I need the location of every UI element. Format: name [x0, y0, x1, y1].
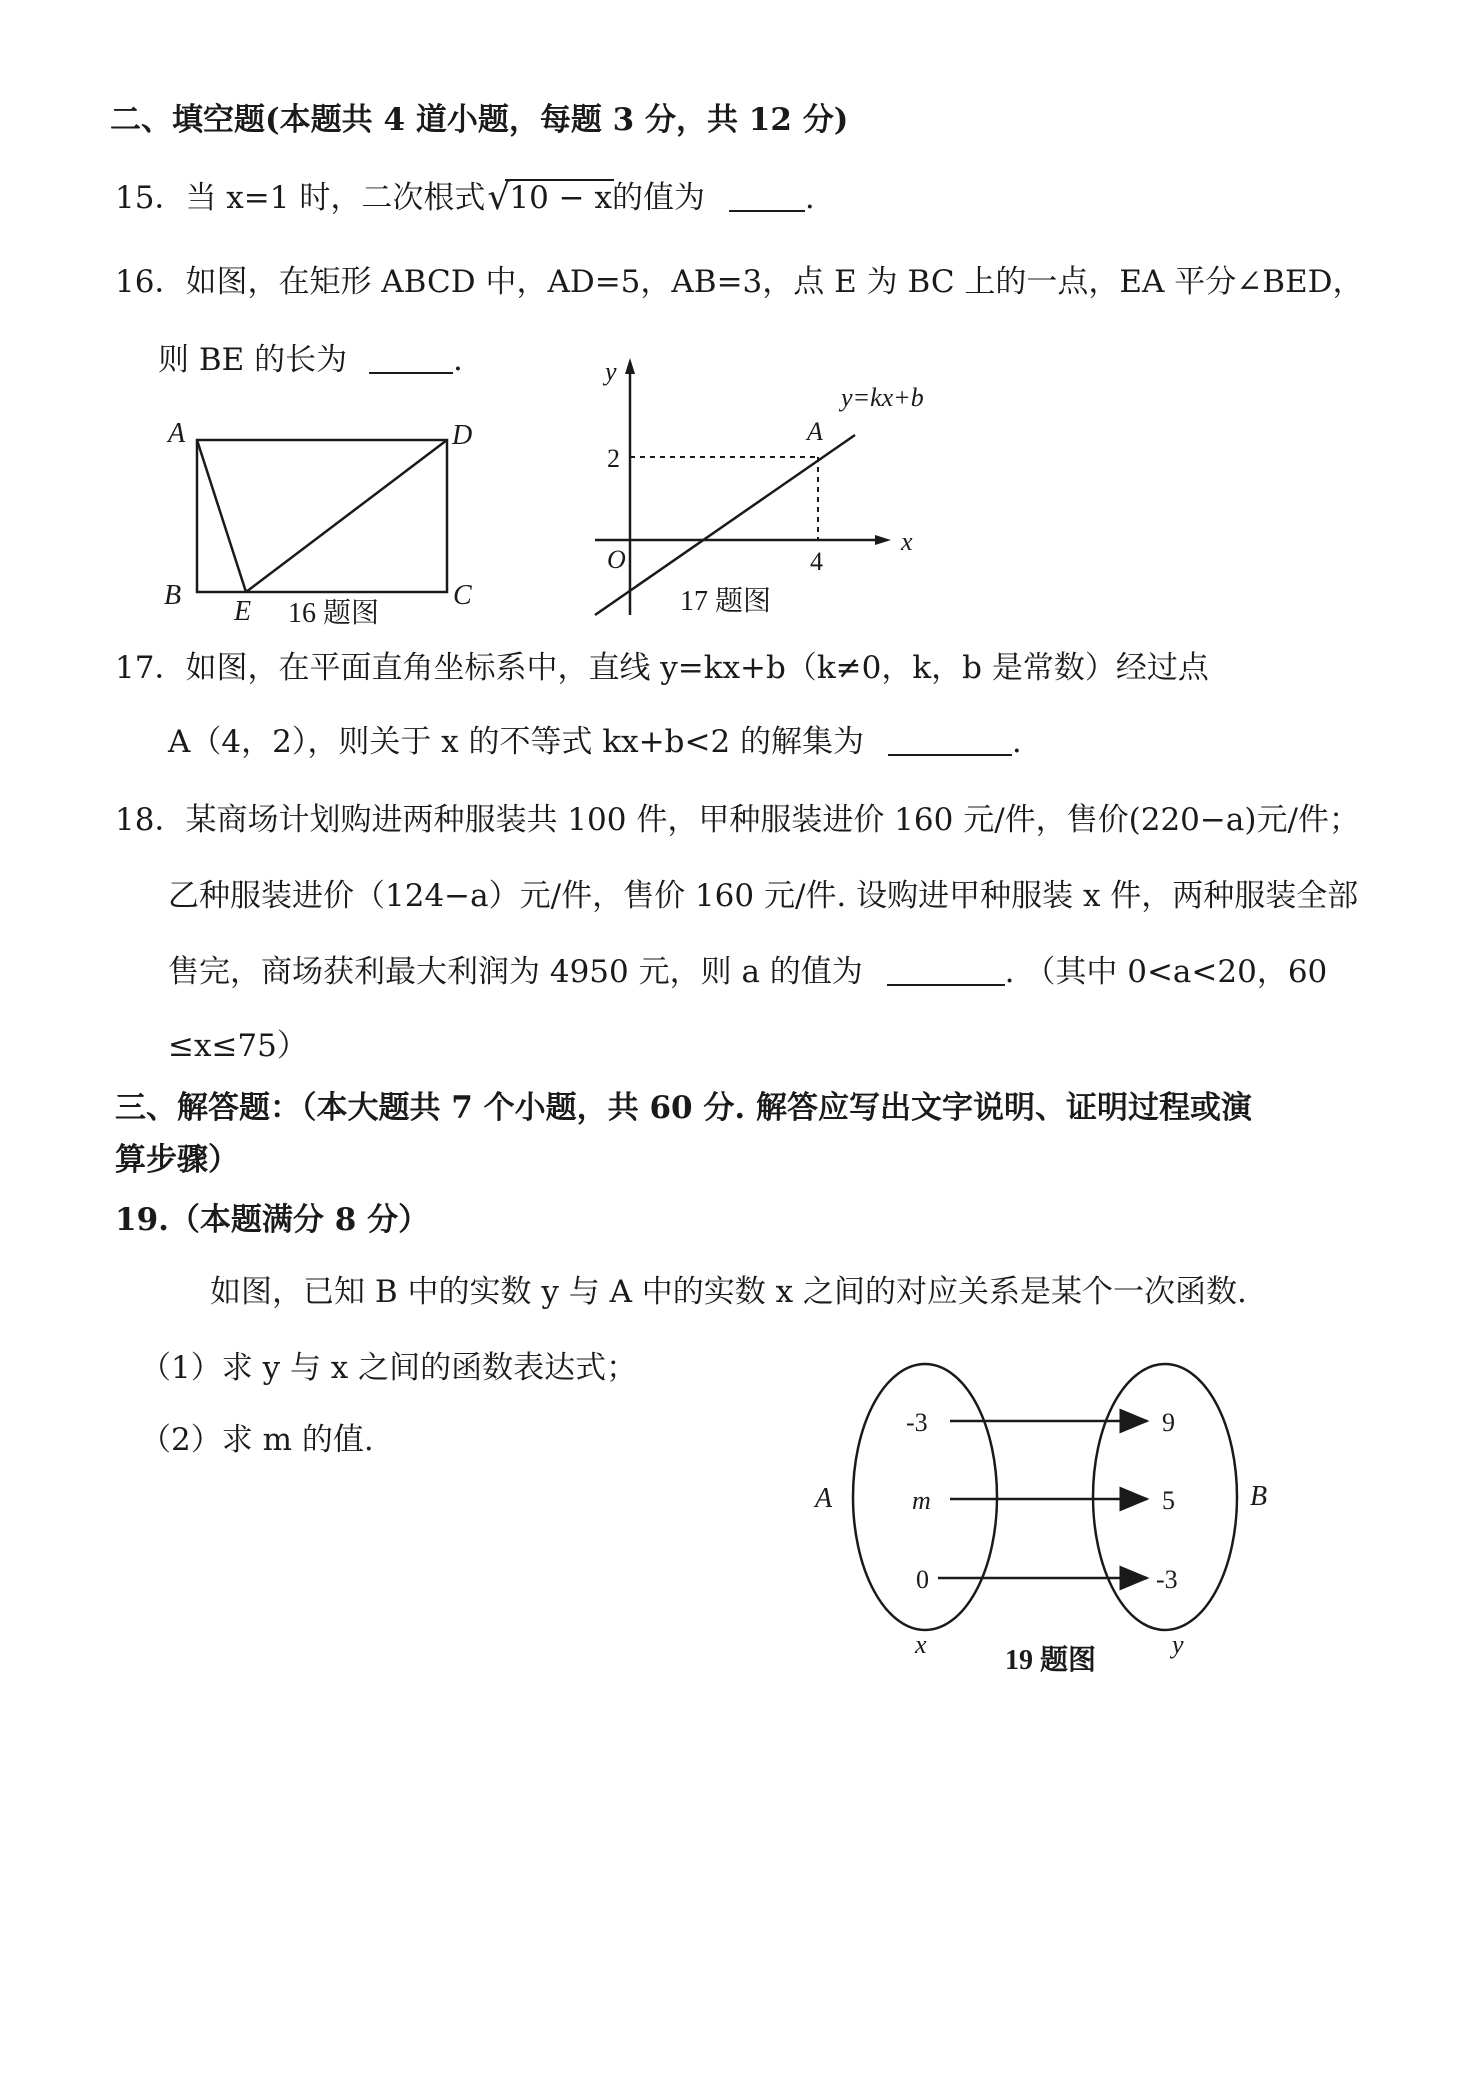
q17-answer-blank[interactable] [888, 724, 1012, 756]
question-17-line1: 17．如图，在平面直角坐标系中，直线 y=kx+b（k≠0，k，b 是常数）经过点 [115, 650, 1209, 686]
x-axis-label: x [901, 527, 913, 556]
question-18-line4: ≤x≤75） [168, 1028, 308, 1064]
a-value-3: 0 [916, 1565, 929, 1594]
question-18-line3 [168, 952, 1327, 992]
figure-17 [585, 350, 965, 620]
question-16-line1: 16．如图，在矩形 ABCD 中，AD=5，AB=3，点 E 为 BC 上的一点，EA 平分∠BED， [115, 264, 1364, 300]
var-x-label: x [915, 1630, 927, 1659]
segment-ae [197, 440, 246, 592]
q17-end: . [1011, 724, 1022, 760]
a-value-2: m [912, 1486, 931, 1515]
set-a-label: A [815, 1483, 833, 1514]
set-b-label: B [1250, 1481, 1268, 1512]
q15-answer-blank[interactable] [729, 180, 805, 212]
segment-ed [246, 440, 447, 592]
question-19-title: 19.（本题满分 8 分） [115, 1202, 430, 1238]
y-axis-arrow [625, 358, 635, 374]
point-a-label: A [807, 417, 823, 446]
label-c: C [453, 580, 472, 611]
q17-line2-text: A（4，2），则关于 x 的不等式 kx+b<2 的解集为 [168, 724, 865, 760]
tick-label-2: 2 [607, 444, 620, 473]
rectangle-abcd [197, 440, 447, 592]
a-value-1: -3 [906, 1408, 928, 1437]
q15-end: . [804, 180, 815, 216]
figure-16-caption: 16 题图 [288, 598, 380, 629]
q15-text-before: 15．当 x=1 时，二次根式 [115, 180, 486, 216]
figure-17-caption: 17 题图 [680, 586, 772, 617]
b-value-1: 9 [1162, 1408, 1175, 1437]
section-2-heading: 二、填空题(本题共 4 道小题，每题 3 分，共 12 分) [110, 102, 849, 138]
question-18-line2: 乙种服装进价（124−a）元/件，售价 160 元/件. 设购进甲种服装 x 件，两种服装全部 [168, 878, 1359, 914]
b-value-2: 5 [1162, 1486, 1175, 1515]
section-3-heading-line2: 算步骤） [115, 1142, 239, 1178]
figure-19 [800, 1355, 1300, 1685]
figure-19-caption: 19 题图 [1005, 1645, 1097, 1676]
x-axis-arrow [875, 535, 891, 545]
b-value-3: -3 [1156, 1565, 1178, 1594]
question-18-line1: 18．某商场计划购进两种服装共 100 件，甲种服装进价 160 元/件，售价(220−a)元/件； [115, 802, 1360, 838]
origin-label: O [607, 545, 626, 574]
question-15 [115, 178, 815, 218]
question-19-intro: 如图，已知 B 中的实数 y 与 A 中的实数 x 之间的对应关系是某个一次函数. [210, 1274, 1247, 1310]
section-3-heading-line1: 三、解答题：（本大题共 7 个小题，共 60 分. 解答应写出文字说明、证明过程或演 [115, 1090, 1252, 1126]
q15-sqrt: √ 10 − x [487, 177, 612, 218]
q18-line3-condition: . （其中 0<a<20，60 [1004, 954, 1328, 990]
figure-16 [160, 410, 490, 630]
label-e: E [234, 596, 252, 627]
q16-answer-blank[interactable] [369, 342, 453, 374]
q18-line3-text: 售完，商场获利最大利润为 4950 元，则 a 的值为 [168, 954, 863, 990]
question-19-part2: （2）求 m 的值. [140, 1422, 374, 1458]
var-y-label: y [1172, 1630, 1184, 1659]
q15-text-after: 的值为 [611, 180, 705, 216]
q18-answer-blank[interactable] [887, 954, 1005, 986]
y-axis-label: y [605, 357, 617, 386]
tick-label-4: 4 [810, 547, 823, 576]
q16-end: . [452, 342, 463, 378]
question-19-part1: （1）求 y 与 x 之间的函数表达式； [140, 1350, 638, 1386]
q16-line2-text: 则 BE 的长为 [158, 342, 348, 378]
question-17-line2 [168, 722, 1022, 762]
label-b: B [164, 580, 182, 611]
label-a: A [168, 418, 186, 449]
line-equation-label: y=kx+b [841, 383, 924, 412]
question-16-line2 [158, 340, 463, 380]
q15-radicand: 10 − x [509, 180, 612, 216]
label-d: D [452, 420, 473, 451]
